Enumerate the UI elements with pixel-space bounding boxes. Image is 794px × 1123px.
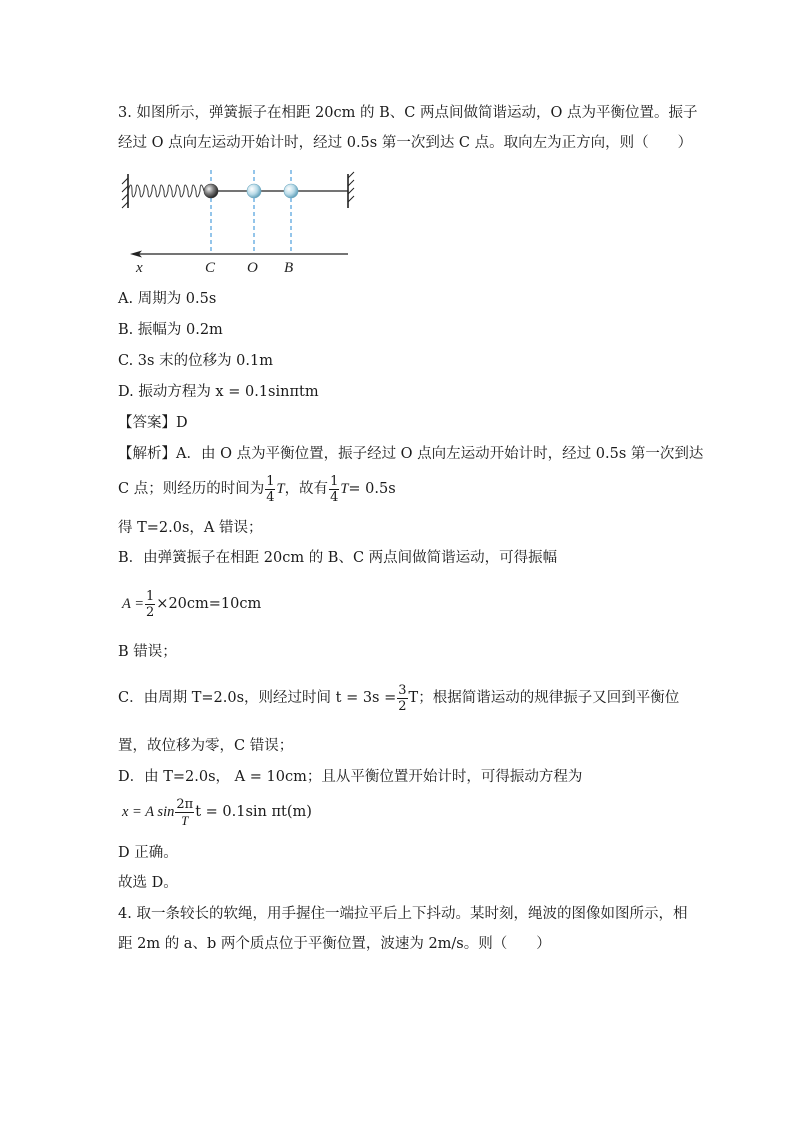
oscillator-ball-ghost-b (284, 184, 298, 198)
analysis-a-line-3: 得 T=2.0s，A 错误； (118, 520, 263, 536)
analysis-c-line-1: C．由周期 T=2.0s，则经过时间 t = 3s = $\frac{3}{2}$ T；根据简谐运动的规律振子又回到平衡位 (118, 682, 680, 714)
q4-stem-line-1: 4. 取一条较长的软绳，用手握住一端拉平后上下抖动。某时刻，绳波的图像如图所示，相 (118, 906, 688, 922)
label-c: C (205, 260, 216, 276)
q3-answer: 【答案】D (118, 415, 188, 431)
oscillator-ball-ghost-o (247, 184, 261, 198)
analysis-c-line-2: 置，故位移为零，C 错误； (118, 738, 294, 754)
analysis-b-line-1: B．由弹簧振子在相距 20cm 的 B、C 两点间做简谐运动，可得振幅 (118, 550, 558, 566)
analysis-a-line-2-post: = 0.5s (348, 481, 396, 497)
fraction-quarter-2: $\frac{1}{4}$ (330, 473, 339, 505)
fraction-half: $\frac{1}{2}$ (146, 588, 155, 620)
oscillator-ball-at-c (204, 184, 218, 198)
analysis-a-line-2-mid: ，故有 (284, 481, 329, 497)
analysis-d-line-3: D 正确。 (118, 845, 178, 861)
analysis-a-line-2: C 点；则经历的时间为 $\frac{1}{4}$ T，故有 $\frac{1}{4}$ T= 0.5s (118, 473, 396, 505)
analysis-a-line-1: 【解析】A．由 O 点为平衡位置，振子经过 O 点向左运动开始计时，经过 0.5s 第一次到达 (118, 446, 704, 462)
fraction-quarter: $\frac{1}{4}$ (266, 473, 275, 505)
q3-option-b: B. 振幅为 0.2m (118, 322, 223, 338)
q3-option-d: D. 振动方程为 x = 0.1sinπtm (118, 384, 319, 400)
analysis-d-equation: x = A sin $\frac{2\pi}{T}$ t = 0.1sin πt(m) (122, 796, 312, 828)
axis-label-x: x (136, 260, 143, 276)
spring (128, 185, 204, 197)
analysis-b-equation: A = $\frac{1}{2}$ ×20cm=10cm (122, 588, 262, 620)
left-wall-hatch (122, 178, 128, 208)
analysis-a-line-2-pre: C 点；则经历的时间为 (118, 481, 265, 497)
analysis-d-line-1: D．由 T=2.0s， A = 10cm；且从平衡位置开始计时，可得振动方程为 (118, 769, 583, 785)
spring-oscillator-figure (118, 166, 368, 278)
analysis-b-line-3: B 错误； (118, 644, 177, 660)
q3-option-c: C. 3s 末的位移为 0.1m (118, 353, 273, 369)
q3-stem-line-2: 经过 O 点向左运动开始计时，经过 0.5s 第一次到达 C 点。取向左为正方向，则（ ） (118, 135, 693, 151)
q3-stem-line-1: 3. 如图所示，弹簧振子在相距 20cm 的 B、C 两点间做简谐运动，O 点为平衡位置。振子 (118, 105, 698, 121)
fraction-two-pi-over-t: $\frac{2\pi}{T}$ (176, 796, 194, 828)
label-b: B (284, 260, 294, 276)
fraction-three-halves: $\frac{3}{2}$ (398, 682, 407, 714)
label-o: O (247, 260, 258, 276)
right-wall-hatch (348, 172, 354, 202)
analysis-conclusion: 故选 D。 (118, 875, 178, 891)
q4-stem-line-2: 距 2m 的 a、b 两个质点位于平衡位置，波速为 2m/s。则（ ） (118, 936, 551, 952)
q3-option-a: A. 周期为 0.5s (118, 291, 217, 307)
